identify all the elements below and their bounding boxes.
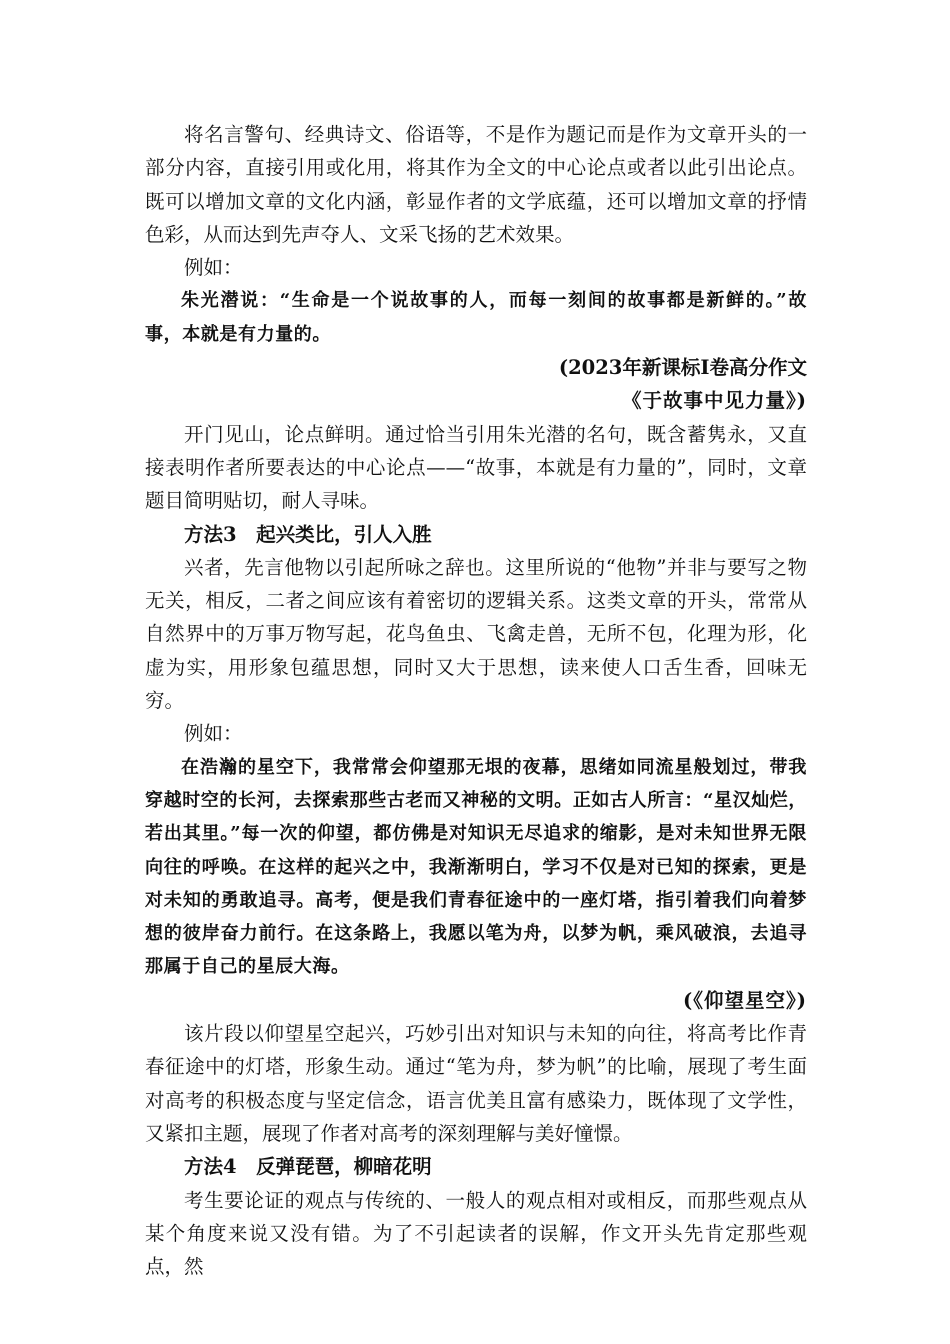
example2-comment-paragraph: 该片段以仰望星空起兴，巧妙引出对知识与未知的向往，将高考比作青春征途中的灯塔，形象生动。通过“笔为舟，梦为帆”的比喻，展现了考生面对高考的积极态度与坚定信念，语言优美且富有感染力，既体现了文学性，又紧扣主题，展现了作者对高考的深刻理解与美好憧憬。: [145, 1022, 807, 1145]
method4-intro-paragraph: 考生要论证的观点与传统的、一般人的观点相对或相反，而那些观点从某个角度来说又没有错。为了不引起读者的误解，作文开头先肯定那些观点，然: [145, 1188, 807, 1279]
method4-title: 反弹琵琶，柳暗花明: [256, 1155, 432, 1179]
example1-quote: 朱光潜说：“生命是一个说故事的人，而每一刻间的故事都是新鲜的。”故事，本就是有力量的。: [145, 290, 807, 345]
example1-comment-paragraph: 开门见山，论点鲜明。通过恰当引用朱光潜的名句，既含蓄隽永，又直接表明作者所要表达的中心论点——“故事，本就是有力量的”，同时，文章题目简明贴切，耐人寻味。: [145, 422, 807, 513]
document-body: [145, 118, 807, 1283]
method4-label: 方法4: [184, 1155, 237, 1179]
example1-source-line1: (2023年新课标Ⅰ卷高分作文: [558, 356, 807, 380]
example2-quote: 在浩瀚的星空下，我常常会仰望那无垠的夜幕，思绪如同流星般划过，带我穿越时空的长河，去探索那些古老而又神秘的文明。正如古人所言：“星汉灿烂，若出其里。”每一次的仰望，都仿佛是对知识无尽追求的缩影，是对未知世界无限向往的呼唤。在这样的起兴之中，我渐渐明白，学习不仅是对已知的探索，更是对未知的勇敢追寻。高考，便是我们青春征途中的一座灯塔，指引着我们向着梦想的彼岸奋力前行。在这条路上，我愿以笔为舟，以梦为帆，乘风破浪，去追寻那属于自己的星辰大海。: [145, 756, 807, 978]
example1-source-line2: 《于故事中见力量》): [622, 389, 807, 413]
method3-label: 方法3: [184, 522, 237, 546]
method2-intro-paragraph: 将名言警句、经典诗文、俗语等，不是作为题记而是作为文章开头的一部分内容，直接引用或化用，将其作为全文的中心论点或者以此引出论点。既可以增加文章的文化内涵，彰显作者的文学底蕴，还可以增加文章的抒情色彩，从而达到先声夺人、文采飞扬的艺术效果。: [145, 123, 807, 246]
method3-title: 起兴类比，引人入胜: [256, 522, 432, 546]
example-label: 例如：: [184, 256, 243, 280]
method4-heading: [145, 1150, 807, 1183]
example-label: 例如：: [184, 722, 243, 746]
method3-intro-paragraph: 兴者，先言他物以引起所咏之辞也。这里所说的“他物”并非与要写之物无关，相反，二者之间应该有着密切的逻辑关系。这类文章的开头，常常从自然界中的万事万物写起，花鸟鱼虫、飞禽走兽，无所不包，化理为形，化虚为实，用形象包蕴思想，同时又大于思想，读来使人口舌生香，回味无穷。: [145, 555, 807, 713]
method3-heading: [145, 518, 807, 551]
example2-source: (《仰望星空》): [683, 988, 807, 1012]
